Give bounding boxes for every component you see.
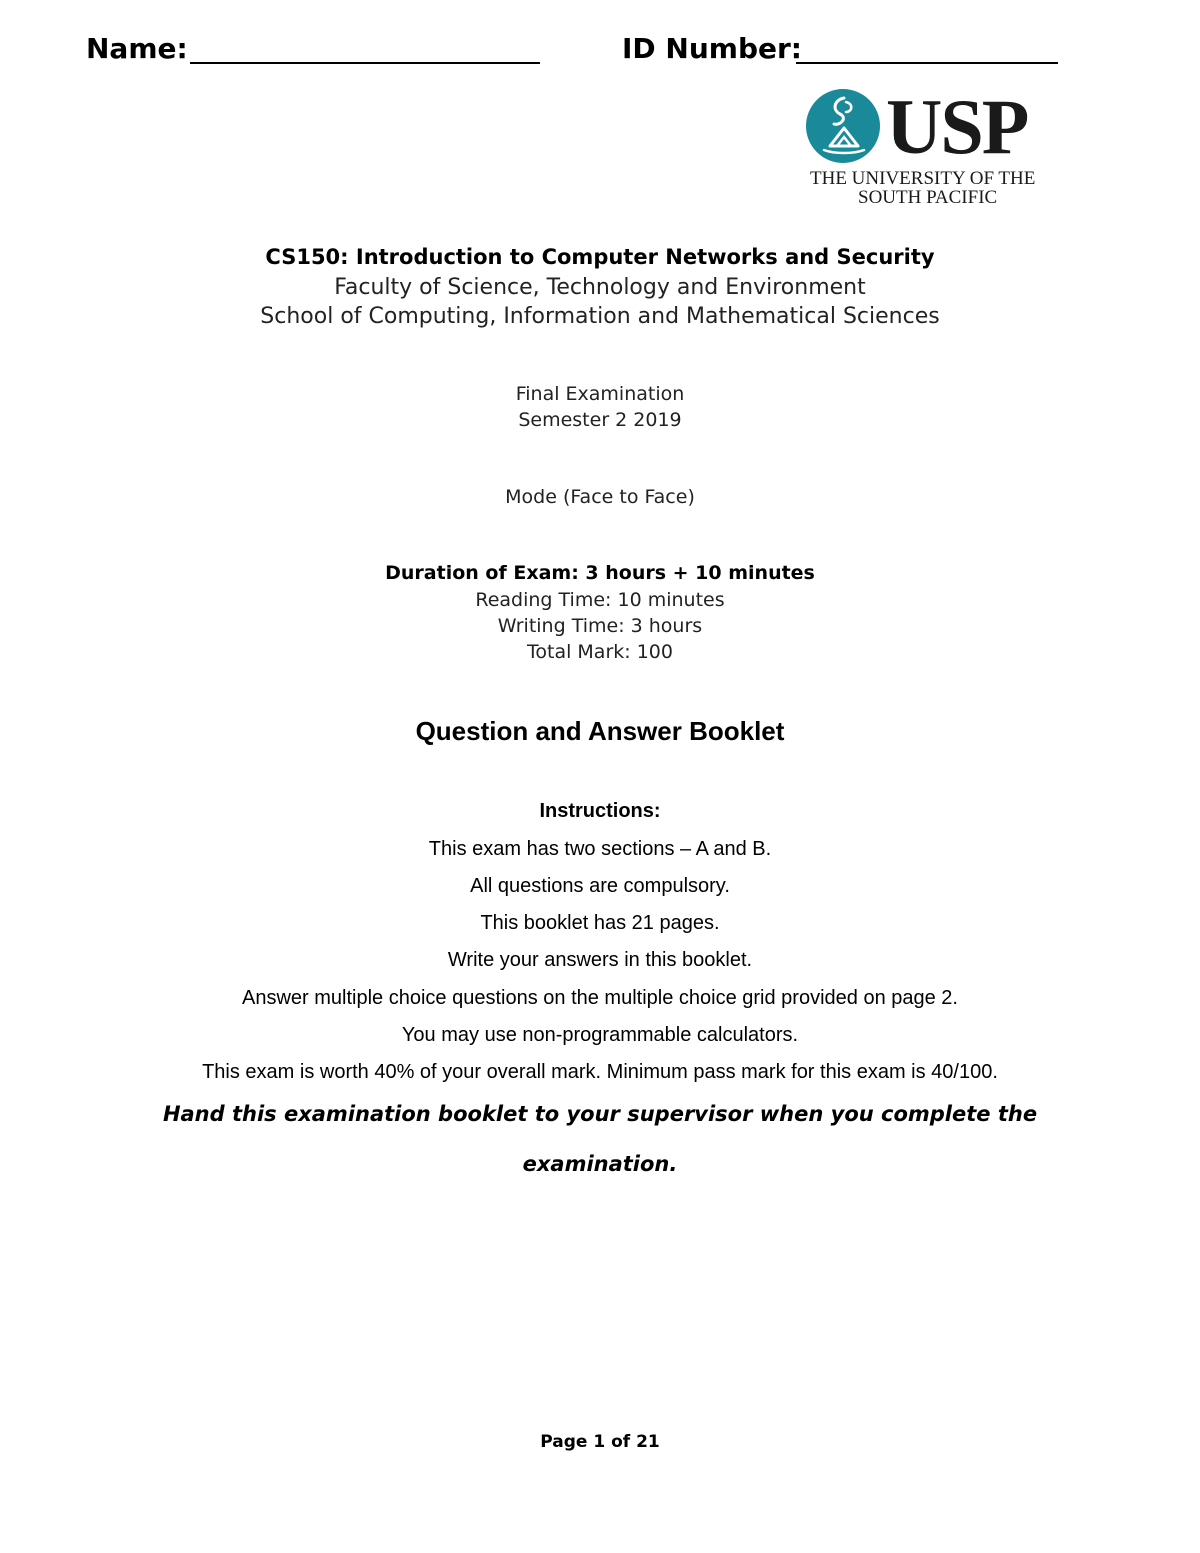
id-number-label: ID Number: [622,32,802,65]
instruction-item: You may use non-programmable calculators. [401,1024,799,1046]
logo-wordmark: USP [886,83,1028,170]
school-name: School of Computing, Information and Mathematical Sciences [260,304,940,329]
hand-in-instruction-line2: examination. [522,1152,678,1176]
instruction-item: This exam is worth 40% of your overall mark. Minimum pass mark for this exam is 40/100. [202,1061,998,1083]
page-number: Page 1 of 21 [540,1432,660,1452]
instruction-item: This exam has two sections – A and B. [428,838,772,860]
hand-in-instruction-line1: Hand this examination booklet to your supervisor when you complete the [162,1102,1038,1126]
logo-subtitle-line2: SOUTH PACIFIC [858,187,998,208]
exam-title: Final Examination [515,383,685,405]
instruction-item: All questions are compulsory. [470,875,730,897]
id-number-blank-line [796,62,1058,64]
booklet-title: Question and Answer Booklet [415,716,785,746]
total-mark: Total Mark: 100 [527,641,673,663]
instruction-item: Write your answers in this booklet. [447,949,753,971]
usp-emblem-icon [804,88,884,168]
exam-semester: Semester 2 2019 [518,409,682,431]
faculty-name: Faculty of Science, Technology and Environment [334,275,866,300]
name-blank-line [190,62,540,64]
logo-subtitle-line1: THE UNIVERSITY OF THE [810,168,1036,189]
instructions-heading: Instructions: [539,800,661,822]
instruction-item: Answer multiple choice questions on the multiple choice grid provided on page 2. [242,987,958,1009]
name-label: Name: [86,32,188,65]
exam-mode: Mode (Face to Face) [505,486,695,508]
usp-logo [804,83,1066,210]
exam-duration: Duration of Exam: 3 hours + 10 minutes [385,562,815,584]
instruction-item: This booklet has 21 pages. [480,912,720,934]
course-title: CS150: Introduction to Computer Networks and Security [265,245,935,269]
writing-time: Writing Time: 3 hours [497,615,703,637]
reading-time: Reading Time: 10 minutes [475,589,725,611]
